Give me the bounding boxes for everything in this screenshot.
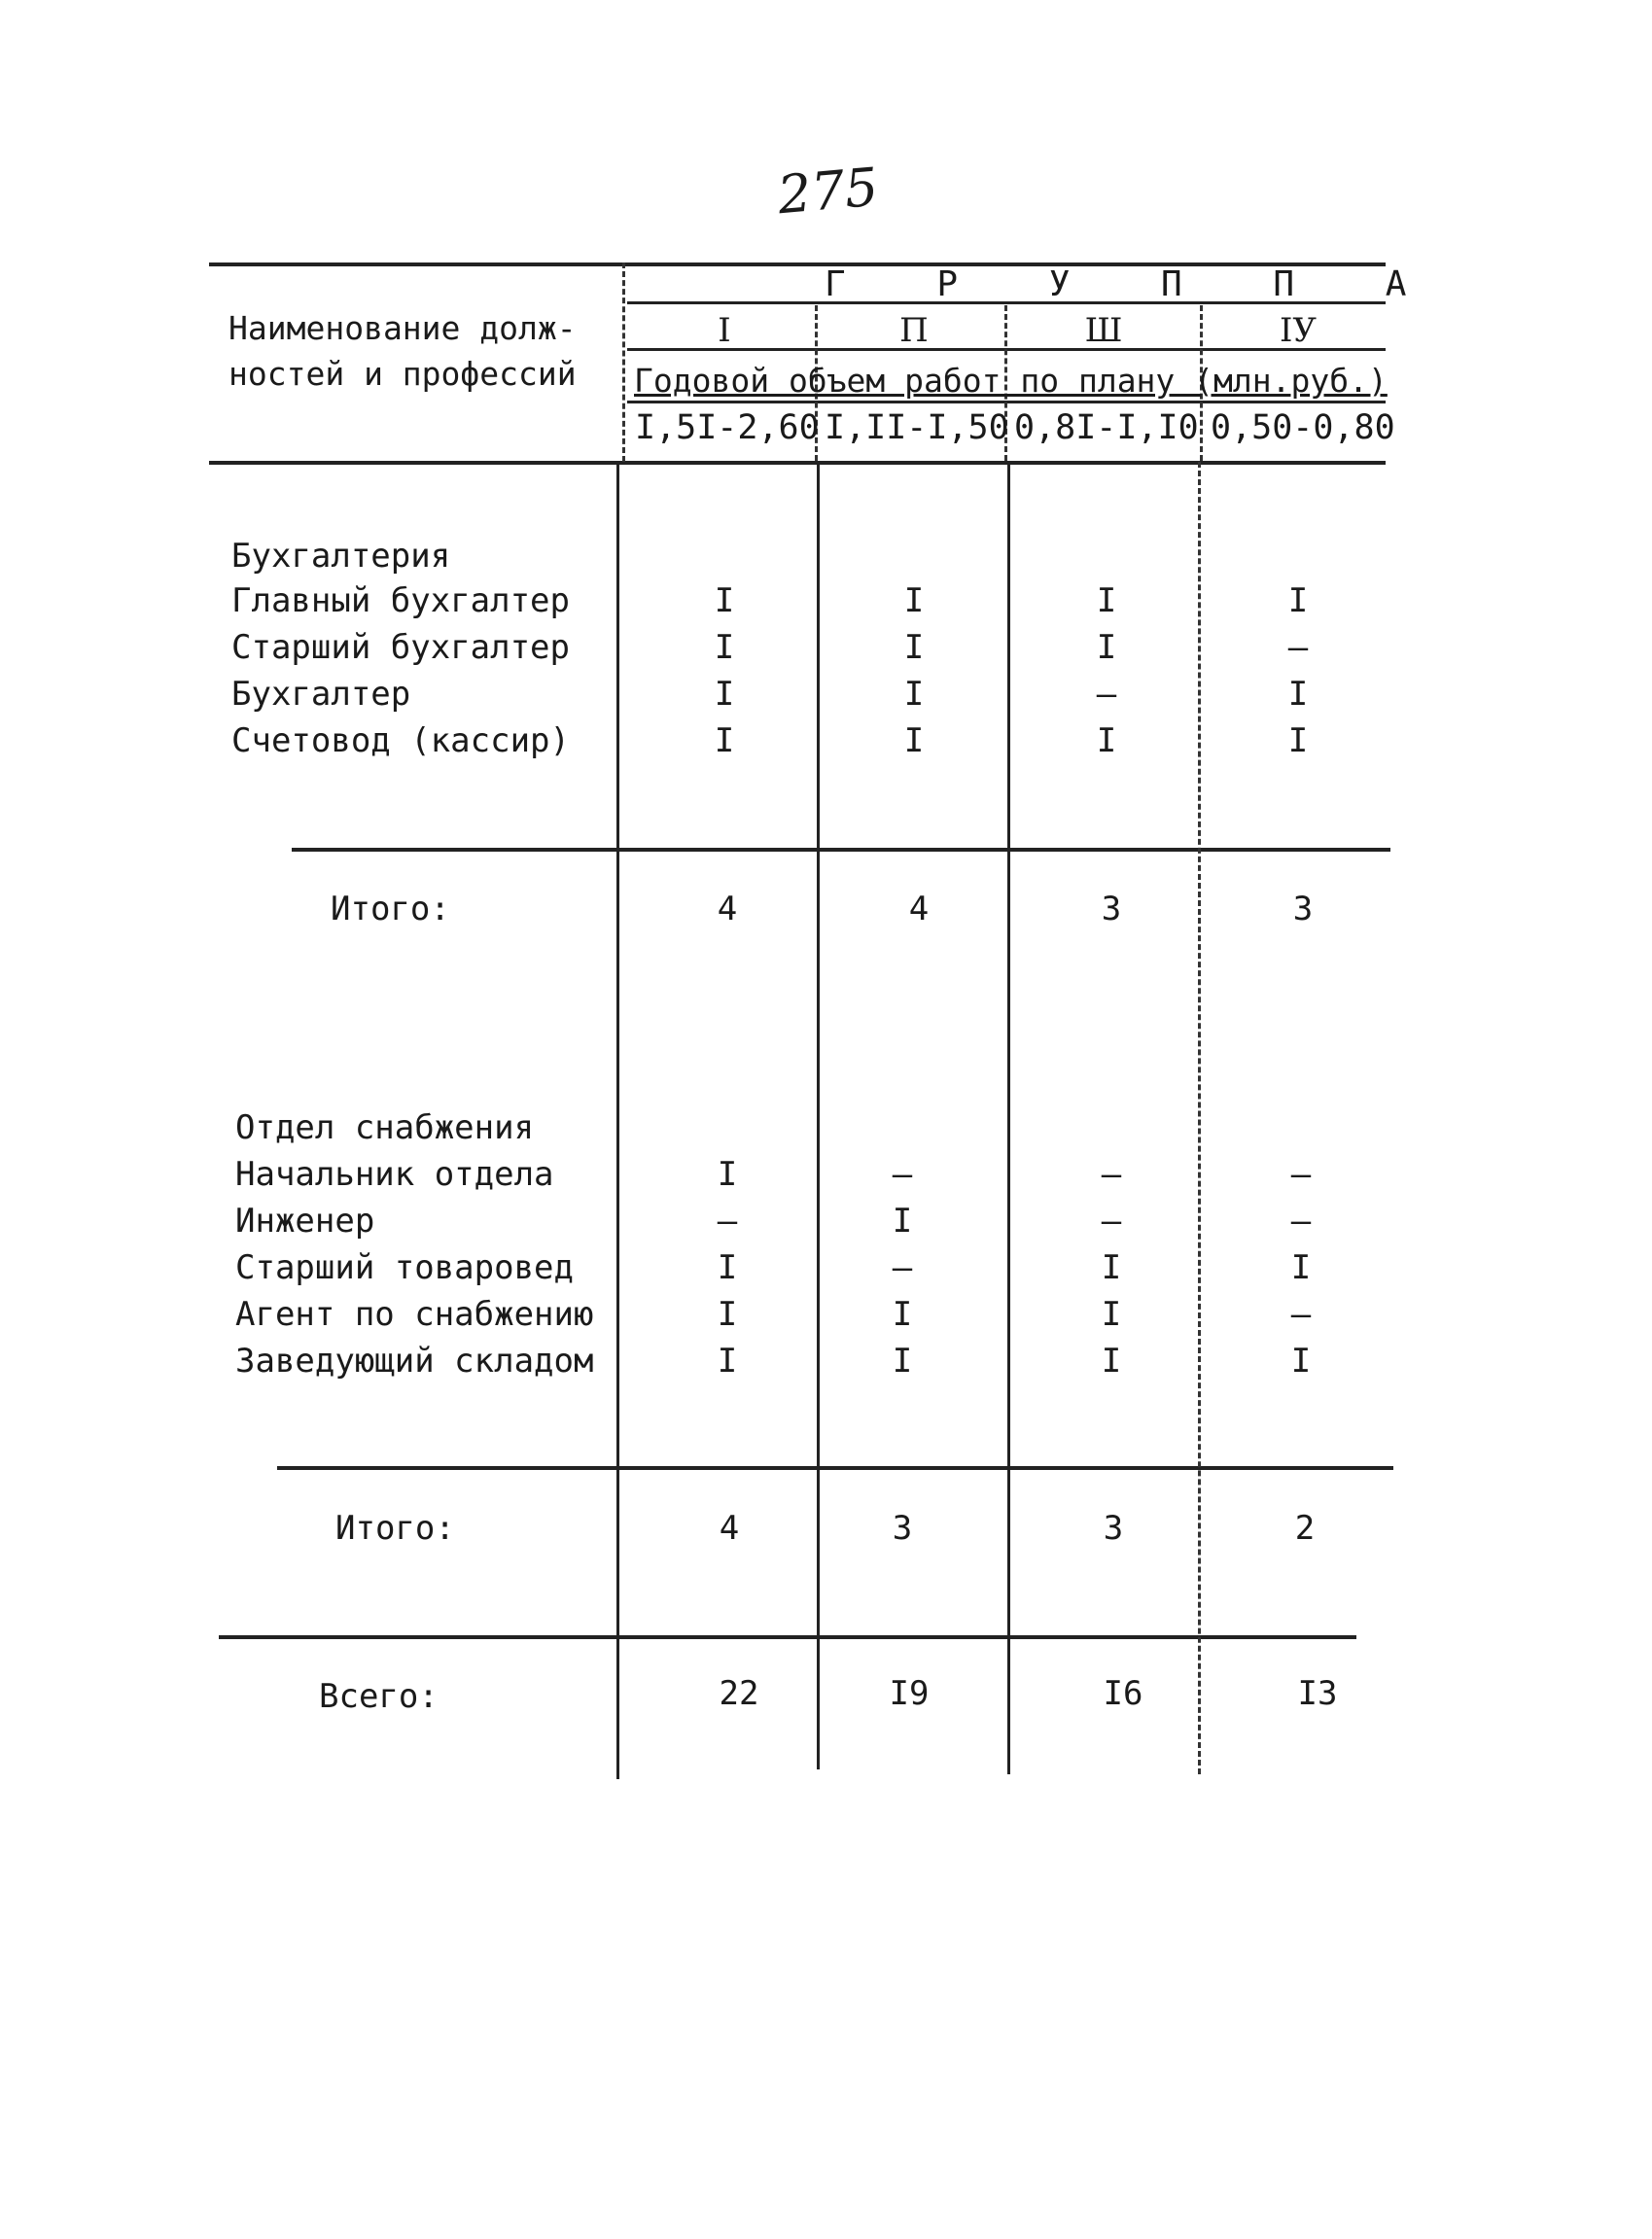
cell: I — [714, 721, 735, 760]
cell: I — [1287, 721, 1309, 760]
annual-volume-label: Годовой объем работ по плану (млн.руб.) — [634, 362, 1388, 400]
cell: I — [717, 1248, 738, 1287]
cell: – — [1096, 675, 1117, 714]
row-name: Бухгалтер — [231, 675, 411, 714]
cell: – — [1290, 1202, 1312, 1241]
grand-total-label: Всего: — [319, 1677, 439, 1716]
cell: I — [892, 1342, 913, 1381]
page-number: 275 — [775, 156, 881, 227]
cell: I — [1096, 628, 1117, 667]
range-group-I: I,5I-2,60 — [635, 408, 820, 447]
cell: I — [1096, 721, 1117, 760]
cell: I — [1101, 1342, 1122, 1381]
cell: I — [1101, 1248, 1122, 1287]
grand-total-cell: I6 — [1103, 1674, 1143, 1713]
subtotal-cell: 3 — [1292, 890, 1314, 928]
section1-total-rule — [292, 848, 1390, 852]
cell: I — [903, 628, 925, 667]
row-name: Главный бухгалтер — [231, 581, 570, 620]
subtotal-cell: 3 — [892, 1509, 913, 1548]
group-header: Г Р У П П А — [825, 264, 1442, 304]
name-column-header-line1: Наименование долж- — [228, 309, 577, 347]
row-name: Инженер — [235, 1202, 375, 1241]
cell: I — [1290, 1342, 1312, 1381]
grand-total-cell: 22 — [719, 1674, 759, 1713]
col1-divider — [817, 462, 820, 1769]
col3-divider — [1198, 462, 1201, 1774]
subtotal-cell: 3 — [1103, 1509, 1124, 1548]
header-bottom-rule — [209, 461, 1386, 465]
cell: I — [717, 1155, 738, 1194]
grand-total-cell: I9 — [889, 1674, 930, 1713]
range-group-IV: 0,50-0,80 — [1211, 408, 1395, 447]
cell: – — [1101, 1155, 1122, 1194]
subtotal-cell: 2 — [1294, 1509, 1316, 1548]
cell: I — [714, 581, 735, 620]
name-column-header-line2: ностей и профессий — [228, 355, 577, 393]
cell: I — [714, 675, 735, 714]
grand-total-rule — [219, 1635, 1356, 1639]
group-IV-label: IУ — [1279, 311, 1317, 350]
cell: – — [1290, 1295, 1312, 1334]
row-name: Старший бухгалтер — [231, 628, 570, 667]
name-col-divider-header — [622, 262, 625, 462]
section-title-accounting: Бухгалтерия — [231, 537, 451, 576]
subtotal-cell: 4 — [717, 890, 738, 928]
cell: I — [892, 1202, 913, 1241]
col2-divider — [1007, 462, 1010, 1774]
cell: – — [892, 1248, 913, 1287]
row-name: Счетовод (кассир) — [231, 721, 570, 760]
cell: I — [1290, 1248, 1312, 1287]
group-I-label: I — [718, 311, 731, 350]
subtotal-cell: 4 — [719, 1509, 740, 1548]
cell: I — [903, 581, 925, 620]
cell: I — [717, 1342, 738, 1381]
cell: – — [717, 1202, 738, 1241]
cell: – — [892, 1155, 913, 1194]
group-II-label: П — [899, 311, 929, 350]
name-col-divider — [616, 462, 619, 1779]
cell: I — [717, 1295, 738, 1334]
cell: I — [1287, 675, 1309, 714]
range-group-III: 0,8I-I,I0 — [1014, 408, 1199, 447]
subtotal-cell: 4 — [908, 890, 930, 928]
subtotal-label: Итого: — [335, 1509, 455, 1548]
cell: – — [1287, 628, 1309, 667]
cell: I — [892, 1295, 913, 1334]
group-III-label: Ш — [1084, 311, 1123, 350]
cell: – — [1101, 1202, 1122, 1241]
cell: I — [1287, 581, 1309, 620]
cell: – — [1290, 1155, 1312, 1194]
row-name: Начальник отдела — [235, 1155, 554, 1194]
range-group-II: I,II-I,50 — [825, 408, 1009, 447]
cell: I — [903, 675, 925, 714]
cell: I — [1096, 581, 1117, 620]
row-name: Заведующий складом — [235, 1342, 594, 1381]
section2-total-rule — [277, 1466, 1393, 1470]
section-title-supply: Отдел снабжения — [235, 1108, 535, 1147]
subtotal-label: Итого: — [331, 890, 450, 928]
cell: I — [903, 721, 925, 760]
grand-total-cell: I3 — [1297, 1674, 1338, 1713]
row-name: Агент по снабжению — [235, 1295, 594, 1334]
row-name: Старший товаровед — [235, 1248, 574, 1287]
subtotal-cell: 3 — [1101, 890, 1122, 928]
cell: I — [714, 628, 735, 667]
cell: I — [1101, 1295, 1122, 1334]
